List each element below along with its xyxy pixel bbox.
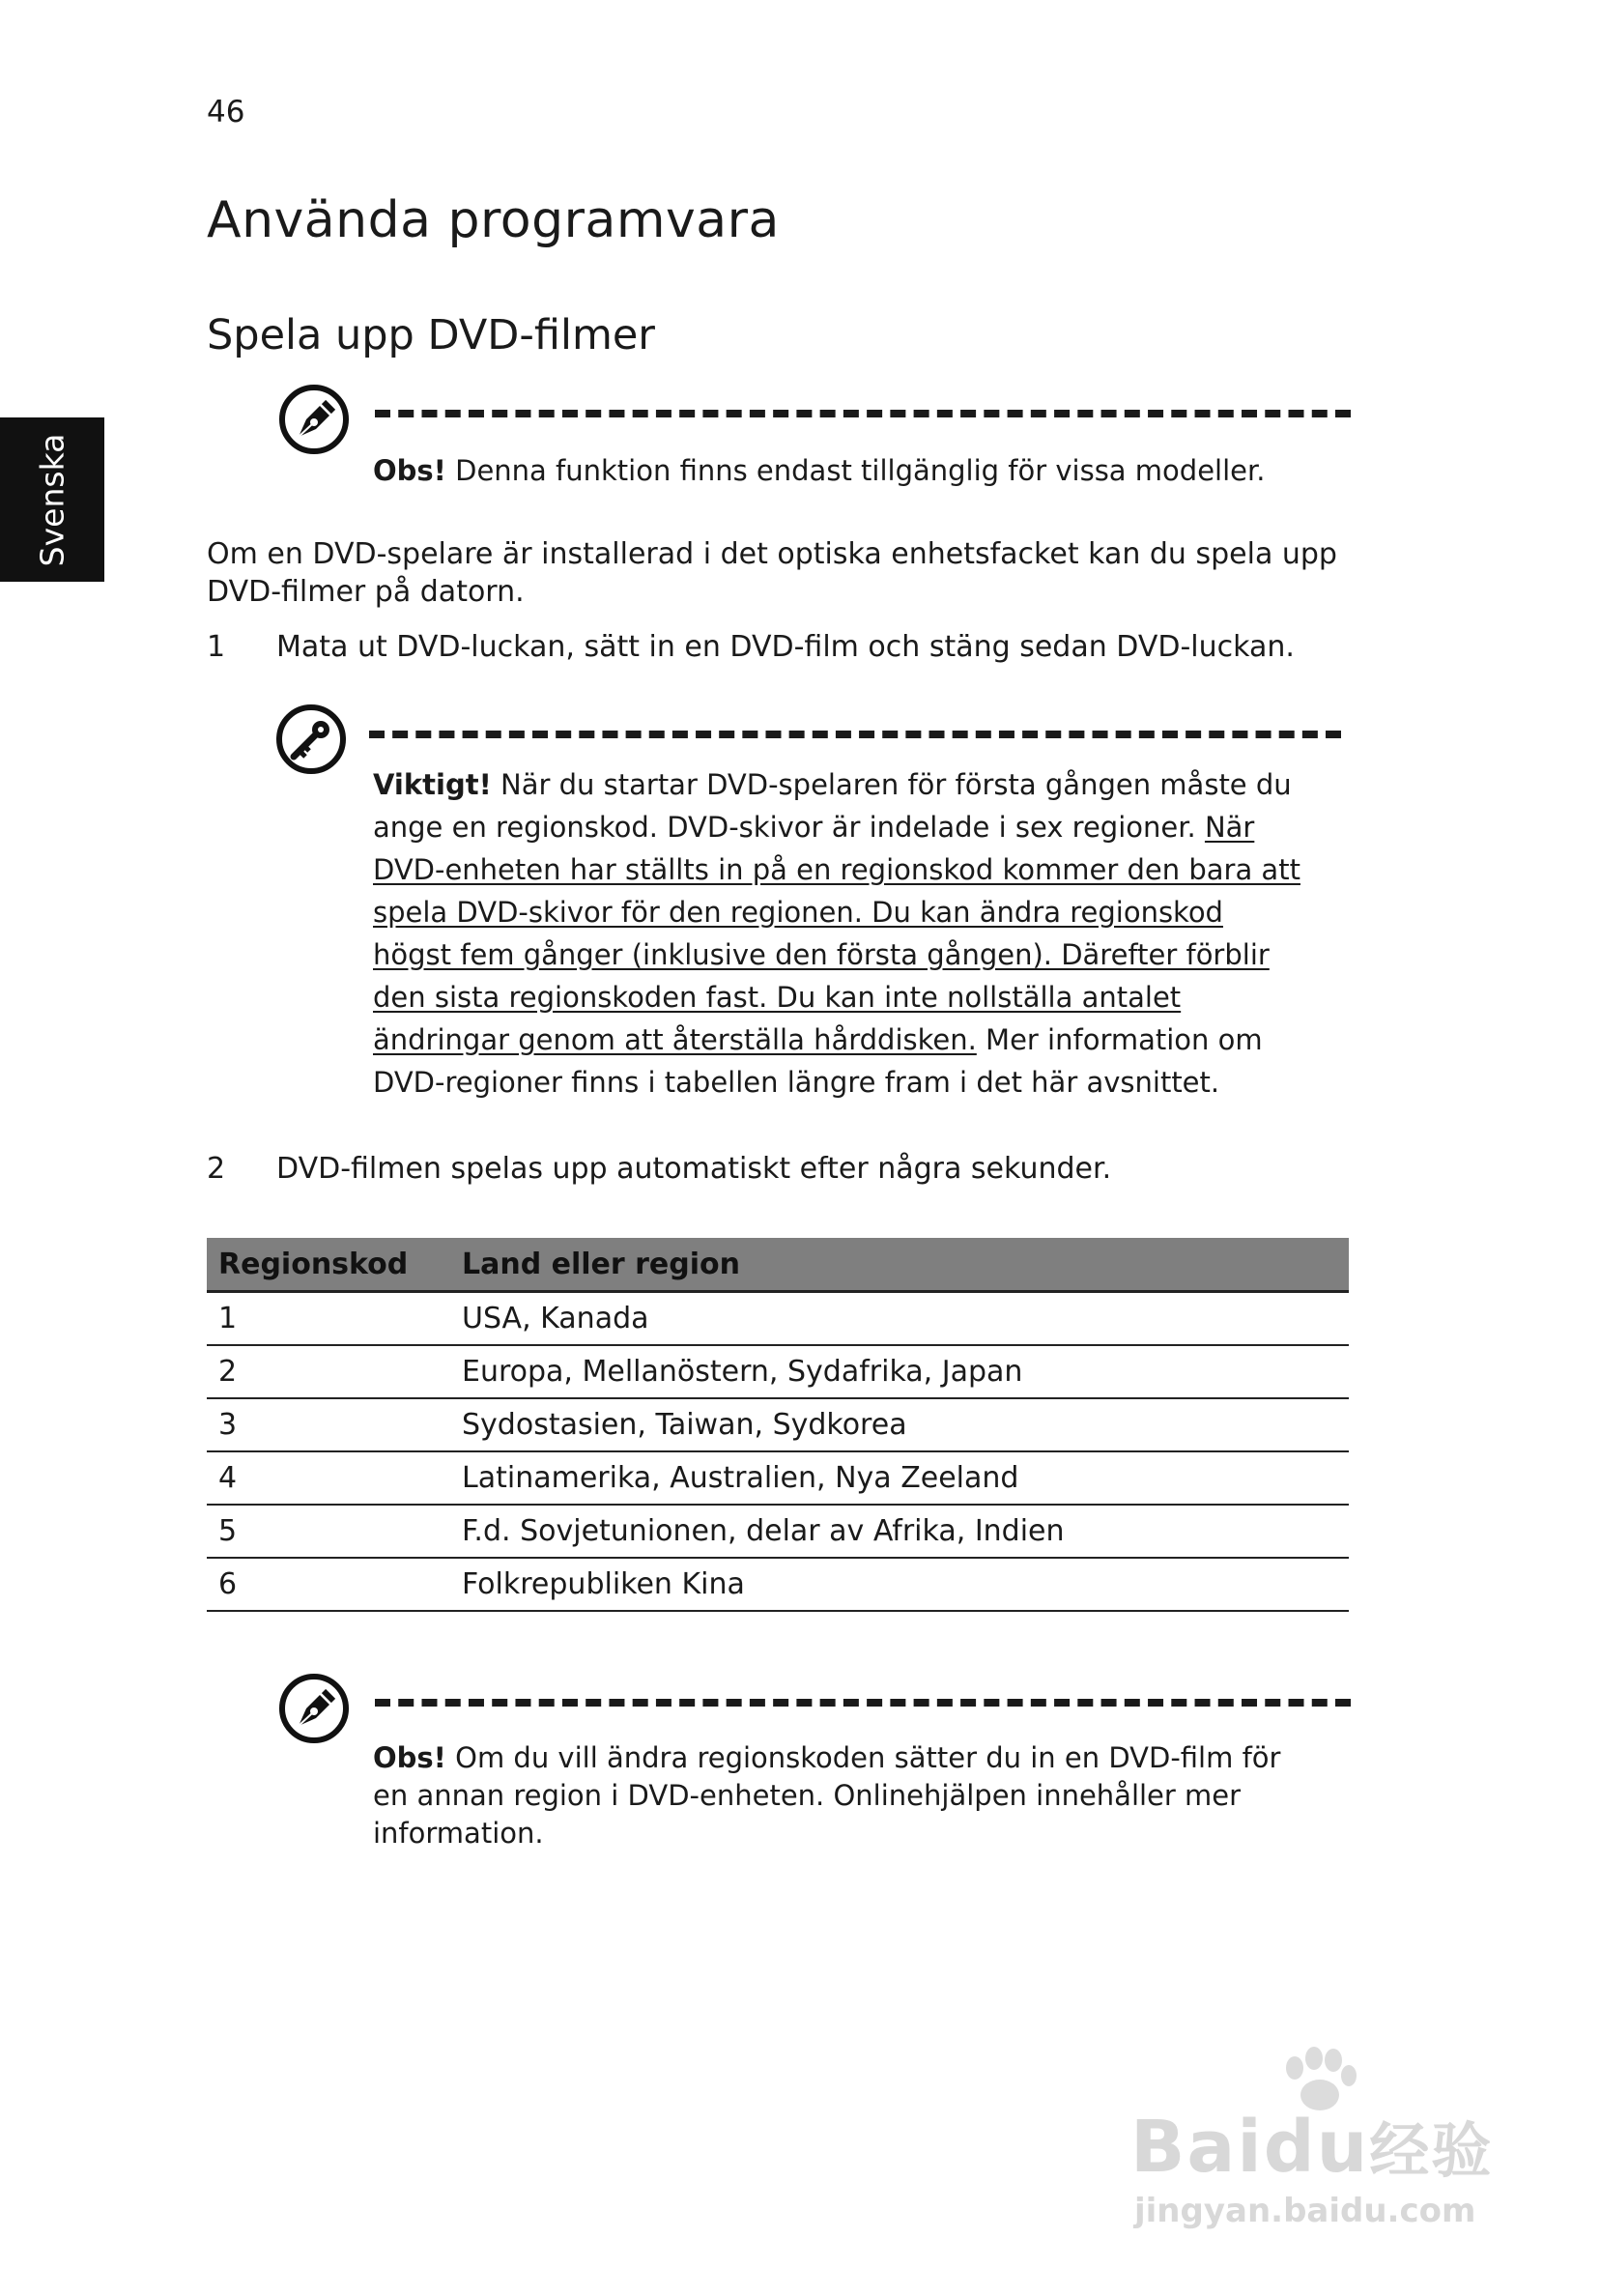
note-divider	[375, 1699, 1351, 1707]
important-divider	[369, 731, 1341, 738]
pen-note-icon	[277, 1672, 351, 1745]
important-note	[373, 763, 1300, 1104]
important-underlined-text: spela DVD-skivor för den regionen. Du kan ändra regionskod	[373, 896, 1223, 929]
important-label: Viktigt!	[373, 768, 492, 801]
intro-line: DVD-filmer på datorn.	[207, 575, 525, 609]
region-name-cell: Sydostasien, Taiwan, Sydkorea	[450, 1398, 1349, 1451]
table-row	[207, 1345, 1349, 1398]
region-code-cell: 2	[207, 1345, 450, 1398]
intro-line: Om en DVD-spelare är installerad i det optiska enhetsfacket kan du spela upp	[207, 537, 1337, 571]
step-number: 1	[207, 630, 226, 664]
note-text: Om du vill ändra regionskoden sätter du in en DVD-film för	[445, 1741, 1281, 1774]
table-row	[207, 1292, 1349, 1346]
important-underlined-text: den sista regionskoden fast. Du kan inte nollställa antalet	[373, 981, 1182, 1014]
table-row	[207, 1451, 1349, 1505]
note-text: en annan region i DVD-enheten. Onlinehjälpen innehåller mer	[373, 1779, 1242, 1812]
step-text: Mata ut DVD-luckan, sätt in en DVD-film och stäng sedan DVD-luckan.	[276, 630, 1295, 664]
language-tab-label: Svenska	[33, 433, 71, 566]
table-row	[207, 1558, 1349, 1611]
important-underlined-text: ändringar genom att återställa hårddisken.	[373, 1023, 977, 1056]
important-underlined-text: När	[1204, 811, 1255, 844]
region-code-cell: 4	[207, 1451, 450, 1505]
table-row	[207, 1398, 1349, 1451]
region-name-cell: Europa, Mellanöstern, Sydafrika, Japan	[450, 1345, 1349, 1398]
important-text: DVD-regioner finns i tabellen längre fram i det här avsnittet.	[373, 1066, 1220, 1099]
intro-paragraph	[207, 535, 1337, 611]
note-obs-1	[373, 449, 1265, 492]
pen-note-icon	[277, 383, 351, 456]
region-name-cell: Folkrepubliken Kina	[450, 1558, 1349, 1611]
note-label: Obs!	[373, 454, 446, 487]
note-text: information.	[373, 1817, 544, 1850]
table-row	[207, 1505, 1349, 1558]
language-side-tab	[0, 417, 104, 582]
column-header: Regionskod	[207, 1238, 450, 1292]
important-text: Mer information om	[976, 1023, 1263, 1056]
important-text: När du startar DVD-spelaren för första gången måste du	[491, 768, 1292, 801]
section-title: Spela upp DVD-filmer	[207, 311, 655, 359]
region-code-cell: 6	[207, 1558, 450, 1611]
page-number: 46	[207, 95, 245, 129]
step-text: DVD-filmen spelas upp automatiskt efter några sekunder.	[276, 1152, 1112, 1186]
note-text: Denna funktion finns endast tillgänglig för vissa modeller.	[445, 454, 1266, 487]
region-code-cell: 1	[207, 1292, 450, 1346]
region-code-cell: 3	[207, 1398, 450, 1451]
step-2	[207, 1150, 1366, 1189]
step-1	[207, 628, 1366, 667]
table-header-row	[207, 1238, 1349, 1292]
watermark-cn: 经验	[1369, 2115, 1494, 2186]
baidu-watermark	[1130, 2047, 1498, 2240]
note-label: Obs!	[373, 1741, 446, 1774]
important-underlined-text: högst fem gånger (inklusive den första gången). Därefter förblir	[373, 938, 1270, 971]
key-important-icon	[274, 703, 348, 776]
region-name-cell: USA, Kanada	[450, 1292, 1349, 1346]
watermark-brand: Baidu	[1130, 2106, 1370, 2189]
region-code-cell: 5	[207, 1505, 450, 1558]
page-title: Använda programvara	[207, 191, 780, 249]
note-obs-2	[373, 1739, 1280, 1852]
important-underlined-text: DVD-enheten har ställts in på en regionskod kommer den bara att	[373, 853, 1300, 886]
step-number: 2	[207, 1152, 226, 1186]
note-divider	[375, 410, 1351, 417]
region-name-cell: Latinamerika, Australien, Nya Zeeland	[450, 1451, 1349, 1505]
watermark-url: jingyan.baidu.com	[1134, 2192, 1476, 2230]
important-text: ange en regionskod. DVD-skivor är indelade i sex regioner.	[373, 811, 1205, 844]
region-table	[207, 1238, 1349, 1612]
column-header: Land eller region	[450, 1238, 1349, 1292]
region-name-cell: F.d. Sovjetunionen, delar av Afrika, Indien	[450, 1505, 1349, 1558]
